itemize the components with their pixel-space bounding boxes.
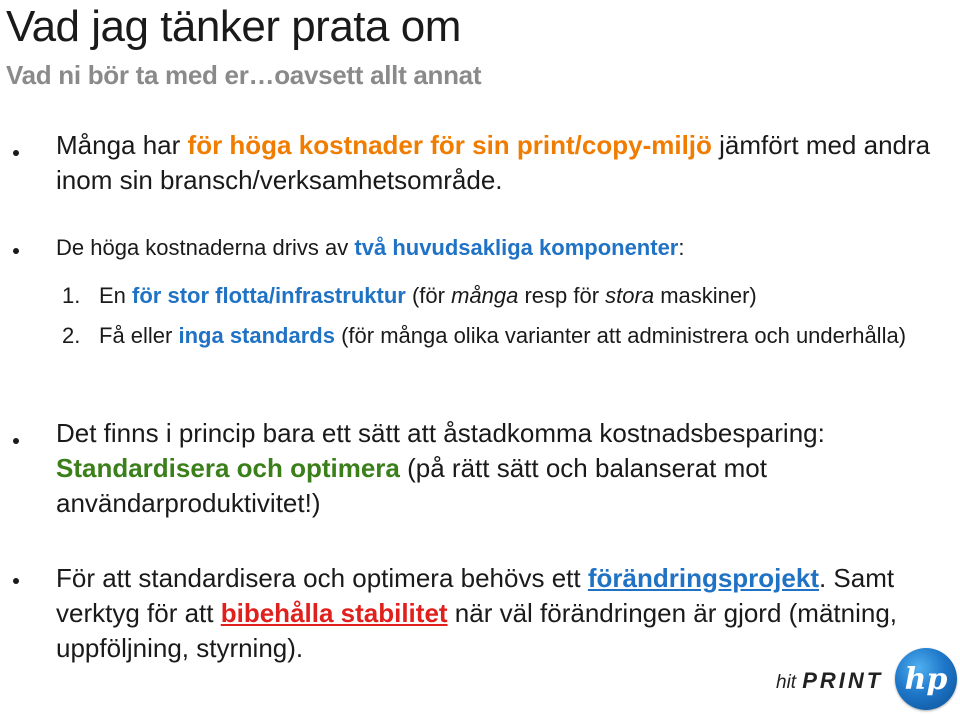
slide-subtitle: Vad ni bör ta med er…oavsett allt annat bbox=[6, 60, 482, 90]
list-item-2-text: Få eller inga standards (för många olika varianter att administrera och underhålla) bbox=[99, 323, 907, 348]
highlight-standardize: Standardisera och optimera bbox=[56, 453, 400, 483]
highlight-fleet: för stor flotta/infrastruktur bbox=[132, 283, 406, 308]
list-number-2: 2. bbox=[62, 323, 81, 348]
slide-title: Vad jag tänker prata om bbox=[6, 2, 461, 51]
highlight-stability: bibehålla stabilitet bbox=[220, 598, 448, 628]
bullet-4-text: För att standardisera och optimera behövs ett förändringsprojekt. Samt verktyg för att bibehålla stabilitet när väl förändringen är gjord (mätning, uppföljning, styrning). bbox=[56, 563, 898, 663]
bullet-2-text: De höga kostnaderna drivs av två huvudsakliga komponenter: bbox=[56, 235, 685, 260]
highlight-standards: inga standards bbox=[178, 323, 335, 348]
list-item-1-text: En för stor flotta/infrastruktur (för många resp för stora maskiner) bbox=[99, 283, 757, 308]
hp-logo-text: hp bbox=[904, 662, 948, 697]
bullet-dot bbox=[13, 438, 19, 444]
bullet-3-text: Det finns i princip bara ett sätt att åstadkomma kostnadsbesparing: Standardisera och optimera (på rätt sätt och balanserat mot användarproduktivitet!) bbox=[56, 418, 825, 518]
bullet-1-text: Många har för höga kostnader för sin print/copy-miljö jämfört med andra inom sin bransch/verksamhetsområde. bbox=[56, 130, 931, 195]
list-number-1: 1. bbox=[62, 283, 81, 308]
highlight-components: två huvudsakliga komponenter bbox=[354, 235, 679, 260]
highlight-costs: för höga kostnader för sin print/copy-miljö bbox=[187, 130, 712, 160]
highlight-change-project: förändringsprojekt bbox=[587, 563, 819, 593]
bullet-dot bbox=[13, 150, 19, 156]
hp-logo-icon bbox=[895, 648, 957, 710]
hitprint-logo: hit PRINT bbox=[776, 668, 884, 693]
bullet-dot bbox=[13, 248, 19, 254]
bullet-dot bbox=[13, 578, 19, 584]
